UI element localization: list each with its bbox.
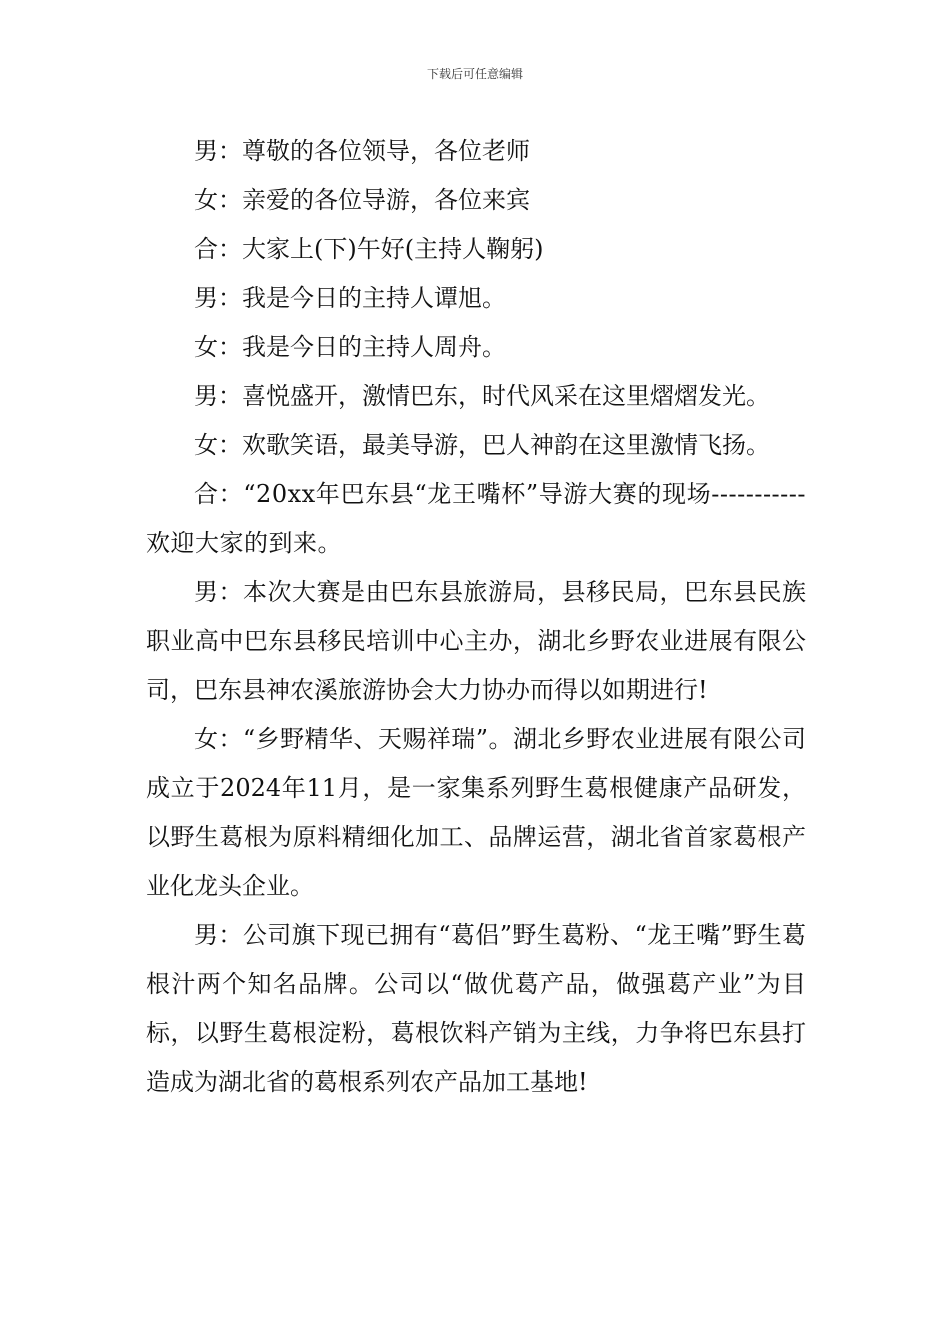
page-header-note: 下载后可任意编辑 (426, 67, 523, 81)
paragraph: 男：喜悦盛开，激情巴东，时代风采在这里熠熠发光。 (194, 382, 770, 410)
paragraph: 合：“20xx年巴东县“龙王嘴杯”导游大赛的现场-----------欢迎大家的到来。 (146, 480, 806, 557)
paragraph: 男：本次大赛是由巴东县旅游局，县移民局，巴东县民族职业高中巴东县移民培训中心主办，湖北乡野农业进展有限公司，巴东县神农溪旅游协会大力协办而得以如期进行! (146, 578, 806, 704)
paragraph: 女：欢歌笑语，最美导游，巴人神韵在这里激情飞扬。 (194, 431, 770, 459)
paragraph: 男：尊敬的各位领导，各位老师 (194, 137, 530, 165)
document-body (146, 127, 806, 1107)
paragraph: 女：亲爱的各位导游，各位来宾 (194, 186, 530, 214)
paragraph: 女：我是今日的主持人周舟。 (194, 333, 506, 361)
paragraph: 男：我是今日的主持人谭旭。 (194, 284, 506, 312)
paragraph: 女：“乡野精华、天赐祥瑞”。湖北乡野农业进展有限公司成立于2024年11月，是一家集系列野生葛根健康产品研发，以野生葛根为原料精细化加工、品牌运营，湖北省首家葛根产业化龙头企业。 (146, 725, 806, 900)
paragraph: 男：公司旗下现已拥有“葛侣”野生葛粉、“龙王嘴”野生葛根汁两个知名品牌。公司以“做优葛产品，做强葛产业”为目标，以野生葛根淀粉，葛根饮料产销为主线，力争将巴东县打造成为湖北省的葛根系列农产品加工基地! (146, 921, 806, 1096)
paragraph: 合：大家上(下)午好(主持人鞠躬) (194, 235, 544, 263)
